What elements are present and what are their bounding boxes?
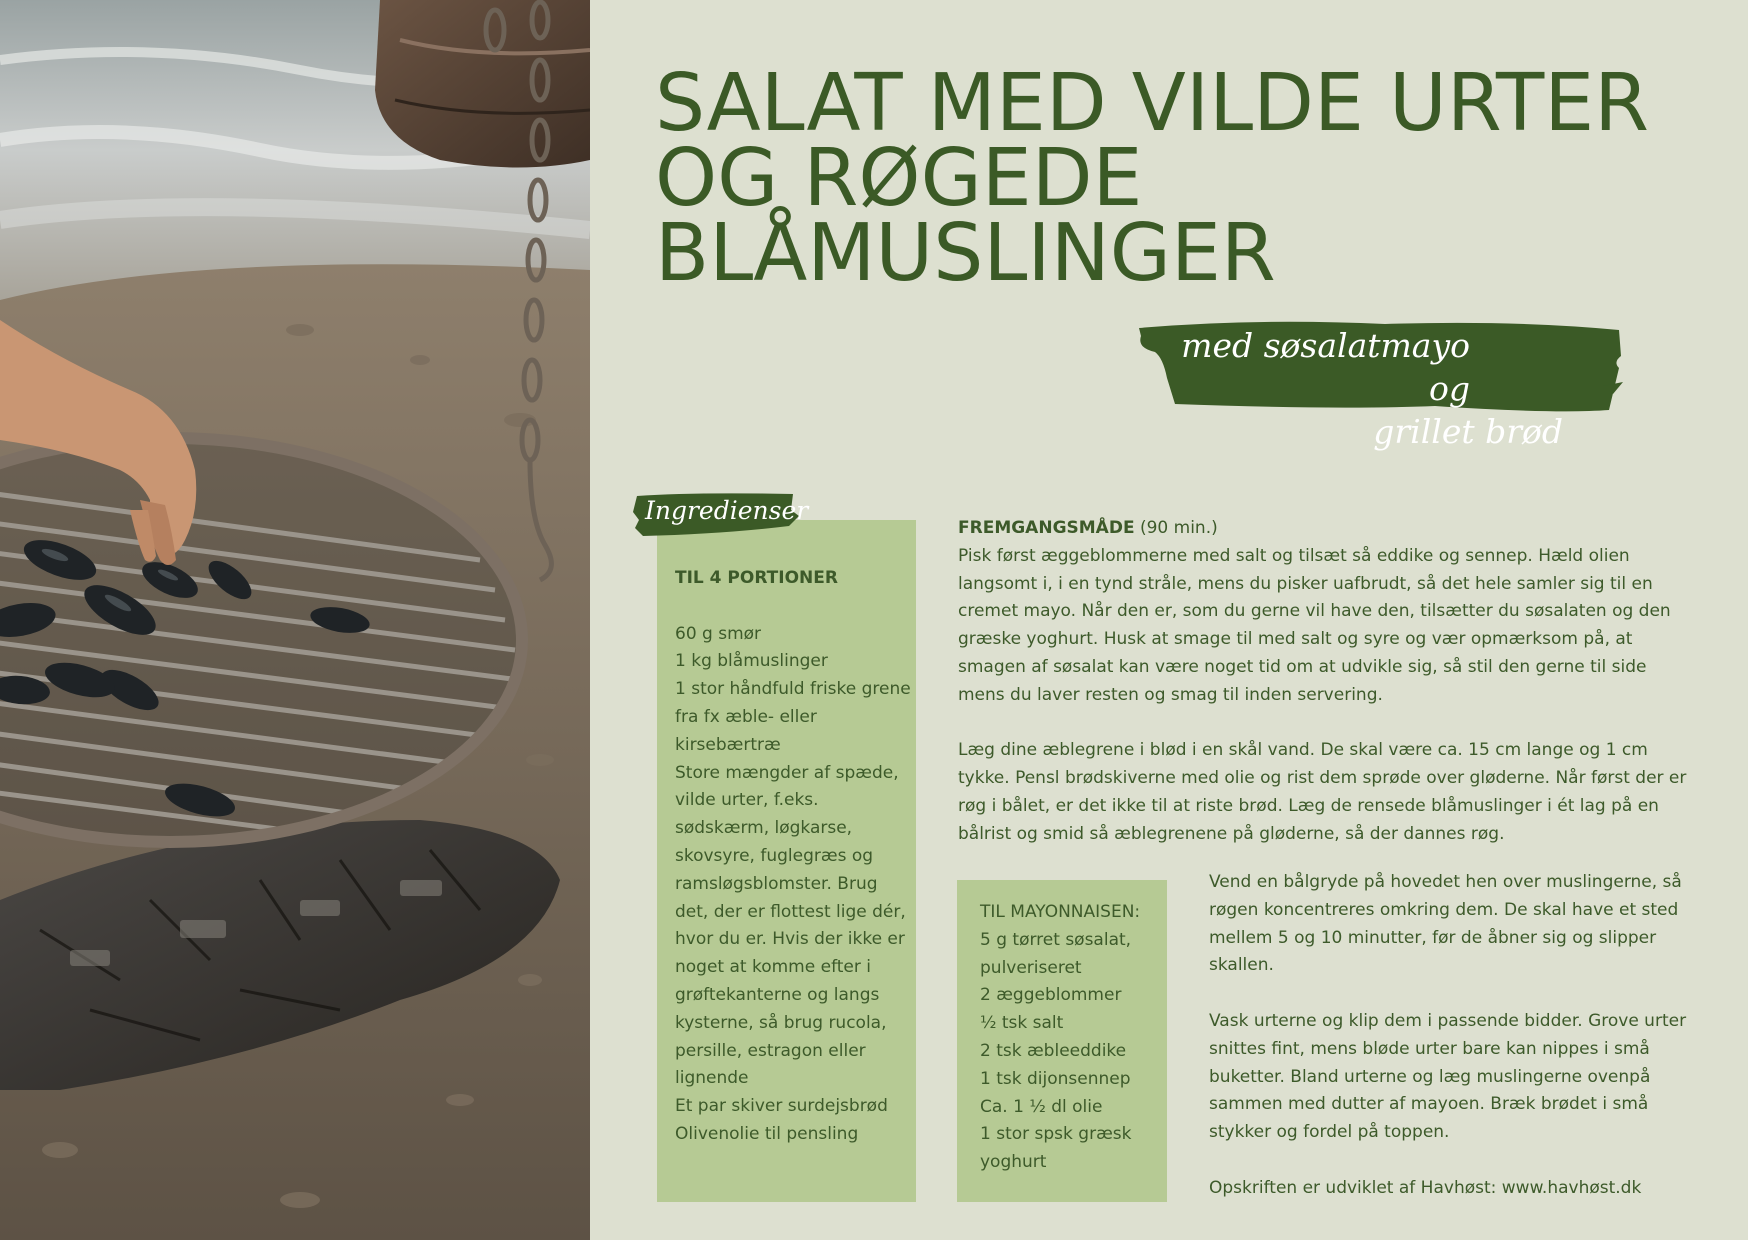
- ingredient-item: 1 kg blåmuslinger: [675, 651, 828, 672]
- method-paragraph-4: Vask urterne og klip dem i passende bidder. Grove urter snittes fint, mens bløde urter bare kan nippes i små buketter. Bland urterne og læg muslingerne ovenpå sammen med dutter af mayoen. Bræk brødet i små stykker og fordel på toppen.: [1209, 1010, 1687, 1143]
- method-heading: FREMGANGSMÅDE: [958, 518, 1135, 538]
- method-section: [958, 515, 1688, 876]
- ingredient-item: Olivenolie til pensling: [675, 1123, 859, 1144]
- method-paragraph-2: Læg dine æblegrene i blød i en skål vand. De skal være ca. 15 cm lange og 1 cm tykke. Pensl brødskiverne med olie og rist dem sprøde over gløderne. Når først der er røg i bålet, er det ikke til at riste brød. Læg de rensede blåmuslinger i ét lag på en bålrist og smid så æblegrenene på gløderne, så der dannes røg.: [958, 740, 1687, 844]
- method-text-1: Pisk først æggeblommerne med salt og tilsæt så eddike og sennep. Hæld olien langsomt i, i en tynd stråle, mens du pisker uafbrudt, så det hele samler sig til en cremet mayo. Når den er, som du gerne vil have den, tilsætter du søsalaten og den græske yoghurt. Husk at smage til med salt og syre og vær opmærksom på, at smagen af søsalat kan være noget tid om at udvikle sig, så stil den gerne til side mens du laver resten og smag til inden servering.: [958, 545, 1671, 705]
- ingredients-tag: [633, 490, 809, 538]
- ingredient-item: Et par skiver surdejsbrød: [675, 1096, 888, 1117]
- subtitle-banner: [1135, 318, 1625, 451]
- recipe-photo: [0, 0, 590, 1240]
- method-paragraph-1: [958, 515, 1688, 710]
- title-line-1: SALAT MED VILDE URTER: [655, 57, 1650, 149]
- subtitle-line-1: med søsalatmayo og: [1181, 326, 1470, 408]
- mayo-item: 2 tsk æbleeddike: [980, 1040, 1127, 1061]
- mayo-item: 1 tsk dijonsennep: [980, 1068, 1131, 1089]
- ingredient-item: Store mængder af spæde, vilde urter, f.eks. sødskærm, løgkarse, skovsyre, fuglegræs og ramsløgsblomster. Brug det, der er flottest lige dér, hvor du er. Hvis der ikke er noget at komme efter i grøftekanterne og langs kysterne, så brug rucola, persille, estragon eller lignende: [675, 762, 906, 1089]
- ingredients-tag-label: Ingredienser: [645, 496, 809, 525]
- subtitle-line-2: grillet brød: [1373, 412, 1563, 451]
- ingredients-list: [675, 565, 915, 1149]
- mayo-item: 5 g tørret søsalat, pulveriseret: [980, 929, 1132, 978]
- title-line-2: OG RØGEDE: [655, 132, 1143, 224]
- recipe-title: [655, 57, 1695, 299]
- mayo-heading: TIL MAYONNAISEN:: [980, 902, 1141, 922]
- mayo-list: [980, 899, 1160, 1177]
- portions-heading: TIL 4 PORTIONER: [675, 568, 838, 588]
- recipe-credit: Opskriften er udviklet af Havhøst: www.havhøst.dk: [1209, 1177, 1642, 1198]
- ingredient-item: 60 g smør: [675, 623, 762, 644]
- mayo-item: 1 stor spsk græsk yoghurt: [980, 1124, 1132, 1173]
- ingredient-item: 1 stor håndfuld friske grene fra fx æble- eller kirsebærtræ: [675, 679, 911, 755]
- method-time: (90 min.): [1134, 518, 1218, 538]
- method-paragraph-3: Vend en bålgryde på hovedet hen over muslingerne, så røgen koncentreres omkring dem. De skal have et sted mellem 5 og 10 minutter, før de åbner sig og slipper skallen.: [1209, 872, 1682, 976]
- title-line-3: BLÅMUSLINGER: [655, 207, 1276, 299]
- mayo-item: 2 æggeblommer: [980, 985, 1122, 1006]
- mayo-item: ½ tsk salt: [980, 1013, 1064, 1034]
- mayo-item: Ca. 1 ½ dl olie: [980, 1096, 1103, 1117]
- subtitle: [1135, 318, 1595, 451]
- method-section-2: [1209, 869, 1689, 1230]
